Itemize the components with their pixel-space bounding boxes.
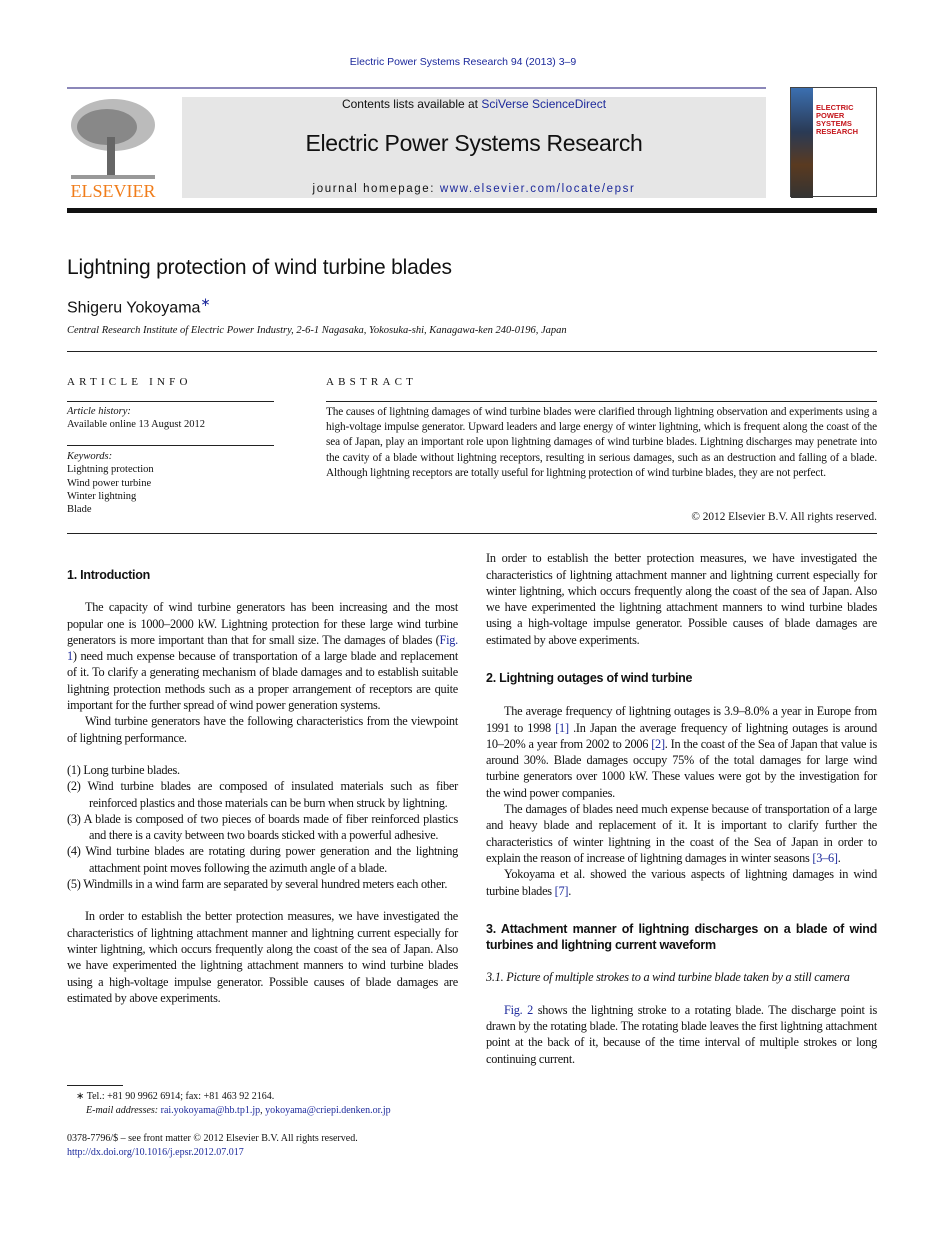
- article-title: Lightning protection of wind turbine blades: [67, 256, 452, 279]
- divider: [67, 401, 274, 402]
- header-thick-rule: [67, 208, 877, 213]
- sciencedirect-link[interactable]: SciVerse ScienceDirect: [481, 97, 607, 111]
- homepage-link[interactable]: www.elsevier.com/locate/epsr: [439, 183, 636, 195]
- ref-link[interactable]: [2]: [651, 736, 665, 751]
- left-column: [67, 567, 458, 1005]
- header-rule: [67, 87, 766, 89]
- elsevier-tree-icon: [67, 97, 159, 199]
- journal-banner: [182, 97, 766, 198]
- ref-link[interactable]: [7]: [554, 883, 569, 898]
- journal-cover: [790, 87, 877, 197]
- keyword: Lightning protection: [67, 464, 154, 476]
- contents-line: Contents lists available at SciVerse ScienceDirect: [341, 97, 607, 111]
- list-item: (5) Windmills in a wind farm are separated by several hundred meters each other.: [67, 877, 448, 892]
- footnote-rule: [67, 1085, 123, 1086]
- characteristics-list: [67, 762, 458, 892]
- list-item: (2) Wind turbine blades are composed of insulated materials such as fiber reinforced plastics and those materials can be burn when struck by lightning.: [67, 779, 458, 810]
- paragraph: In order to establish the better protection measures, we have investigated the characteristics of lightning attachment manner and lightning current especially for winter lightning, which occurs frequently along the coast of the sea of Japan. Also we have experimented the lightning attachment manners to wind turbine blades using a high-voltage impulse generator. Possible causes of blade damages are estimated by above experiments.: [67, 909, 458, 1005]
- fig1-link[interactable]: Fig. 1: [67, 632, 458, 664]
- svg-text:ELSEVIER: ELSEVIER: [70, 181, 156, 201]
- paragraph-continued: In order to establish the better protection measures, we have investigated the characteristics of lightning attachment manner and lightning current especially for winter lightning, which occurs frequently along the coast of the sea of Japan. Also we have experimented the lightning attachment manners to wind turbine blades using a high-voltage impulse generator. Possible causes of blade damages are estimated by above experiments.: [486, 551, 877, 647]
- list-item: (3) A blade is composed of two pieces of boards made of fiber reinforced plastics and there is a cavity between two boards sticked with a powerful adhesive.: [67, 811, 458, 843]
- email-link[interactable]: rai.yokoyama@hb.tp1.jp: [160, 1104, 261, 1116]
- abstract-copyright: © 2012 Elsevier B.V. All rights reserved.: [691, 511, 877, 523]
- author-footnote-link[interactable]: ∗: [200, 295, 211, 309]
- running-head: Electric Power Systems Research 94 (2013) 3–9: [349, 56, 577, 68]
- ref-link[interactable]: [3–6]: [812, 850, 838, 865]
- keywords: Keywords: Lightning protection Wind power turbine Winter lightning Blade: [67, 451, 154, 516]
- homepage-line: journal homepage: www.elsevier.com/locate/epsr: [312, 183, 636, 195]
- email-link[interactable]: yokoyama@criepi.denken.or.jp: [265, 1104, 391, 1116]
- affiliation: Central Research Institute of Electric Power Industry, 2-6-1 Nagasaka, Yokosuka-shi, Kanagawa-ken 240-0196, Japan: [67, 325, 567, 336]
- ref-link[interactable]: [1]: [555, 720, 569, 735]
- cover-image: [791, 88, 813, 198]
- divider: [67, 351, 877, 352]
- paragraph: Fig. 2 shows the lightning stroke to a rotating blade. The discharge point is drawn by the rotating blade. The rotating blade leaves the first lightning attachment point at the back of it, because of the time interval of multiple strokes or long continuing current.: [486, 1002, 877, 1066]
- paragraph: Yokoyama et al. showed the various aspects of lightning damages in wind turbine blades [7].: [486, 867, 877, 898]
- journal-title: Electric Power Systems Research: [305, 130, 643, 156]
- fig2-link[interactable]: Fig. 2: [504, 1002, 534, 1017]
- article-info-heading: ARTICLE INFO: [67, 376, 192, 388]
- list-item: (1) Long turbine blades.: [67, 762, 180, 777]
- keyword: Winter lightning: [67, 490, 137, 502]
- front-matter: 0378-7796/$ – see front matter © 2012 Elsevier B.V. All rights reserved. http://dx.doi.org/10.1016/j.epsr.2012.07.017: [67, 1133, 358, 1158]
- paragraph: The capacity of wind turbine generators has been increasing and the most popular one is 1000–2000 kW. Lightning protection for these large wind turbine generators is more important than that for small size. The damages of blades (Fig. 1) need much expense because of transportation of a large blade and replacement of it. To clarify a generating mechanism of blade damages and to establish suitable lightning protection methods such as a proper arrangement of receptors are quite important for the further spread of wind power generation systems.: [67, 600, 458, 713]
- paragraph: The damages of blades need much expense because of transportation of a large and heavy blade and replacement of it. It is important to clarify further the characteristics of winter lightning in the coast of the Sea of Japan in order to explain the reason of increase of lightning damages in winter seasons [3–6].: [486, 802, 877, 865]
- divider: [326, 401, 877, 402]
- paragraph: Wind turbine generators have the following characteristics from the viewpoint of lightning performance.: [67, 714, 458, 745]
- footnote: ∗ Tel.: +81 90 9962 6914; fax: +81 463 92 2164. E-mail addresses: rai.yokoyama@hb.tp1.jp, yokoyama@criepi.denken.or.jp: [76, 1091, 391, 1116]
- elsevier-logo: [67, 97, 159, 199]
- list-item: (4) Wind turbine blades are rotating during power generation and the lightning attachment point moves following the azimuth angle of a blade.: [67, 844, 458, 875]
- section-1-heading: 1. Introduction: [67, 568, 151, 582]
- section-2-heading: 2. Lightning outages of wind turbine: [486, 671, 693, 685]
- author: Shigeru Yokoyama∗: [67, 295, 211, 317]
- keyword: Blade: [67, 504, 92, 516]
- abstract-heading: ABSTRACT: [326, 376, 418, 388]
- article-history: Article history: Available online 13 August 2012: [67, 406, 206, 431]
- subsection-3-1-heading: 3.1. Picture of multiple strokes to a wind turbine blade taken by a still camera: [486, 970, 850, 985]
- divider: [67, 533, 877, 534]
- divider: [67, 445, 274, 446]
- doi-link[interactable]: http://dx.doi.org/10.1016/j.epsr.2012.07.017: [67, 1146, 244, 1158]
- abstract-text: The causes of lightning damages of wind turbine blades were clarified through lightning observation and experiments using a high-voltage impulse generator. Upward leaders and large energy of winter lightning, which is frequent along the coast of the sea of Japan, play an important role upon lightning damages of wind turbine blades. Lightning discharges may penetrate into the cavity of a blade without lightning receptors, resulting in serious damages, such as an destruction and falling of a blade. Although lightning receptors are totally useful for lightning protection of wind turbine blades, they are not perfect.: [326, 406, 877, 479]
- keyword: Wind power turbine: [67, 477, 152, 489]
- section-3-heading: 3. Attachment manner of lightning discharges on a blade of wind turbines and lightning current waveform: [486, 921, 877, 953]
- paragraph: The average frequency of lightning outages is 3.9–8.0% a year in Europe from 1991 to 1998 [1] .In Japan the average frequency of lightning outages is around 10–20% a year from 2002 to 2006 [2]. In the coast of the Sea of Japan that value is around 30%. Blade damages occupy 75% of the total damages for large wind turbine generators over 1000 kW. These values were got by the investigation for the wind power companies.: [486, 704, 877, 800]
- right-column: [486, 551, 877, 1067]
- cover-title: ELECTRIC POWER SYSTEMS RESEARCH: [816, 103, 859, 136]
